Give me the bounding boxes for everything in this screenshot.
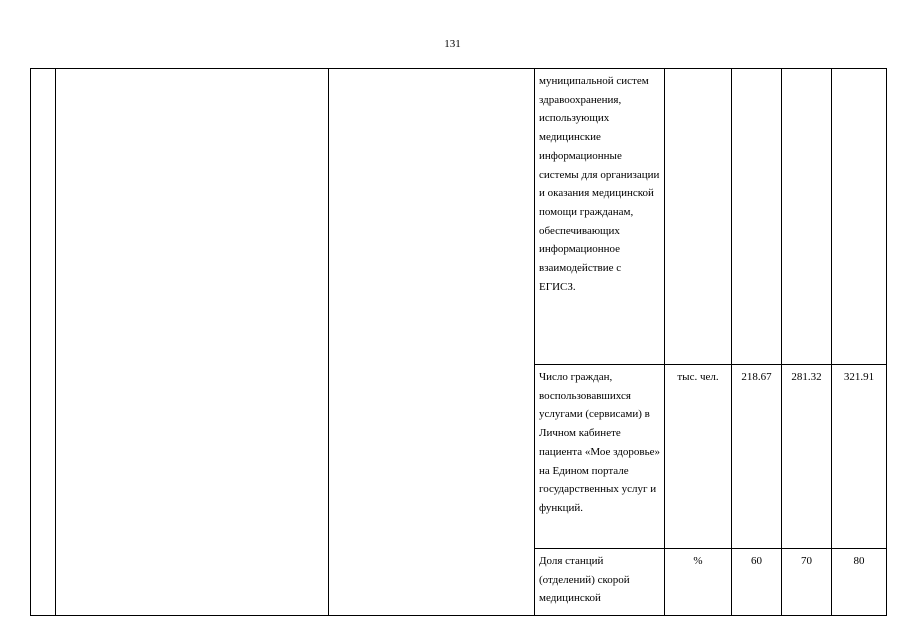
value-year-1: 218.67 — [732, 365, 782, 549]
page-number: 131 — [444, 38, 461, 50]
value-year-3 — [832, 69, 887, 365]
unit-cell: тыс. чел. — [665, 365, 732, 549]
value-year-3: 321.91 — [832, 365, 887, 549]
responsible-cell — [329, 69, 535, 616]
value-year-2: 70 — [782, 549, 832, 616]
activity-cell — [56, 69, 329, 616]
unit-cell — [665, 69, 732, 365]
value-year-3: 80 — [832, 549, 887, 616]
indicator-description: муниципальной систем здравоохранения, использующих медицинские информационные системы для организации и оказания медицинской помощи гражданам, обеспечивающих информационное взаимодействие с ЕГИСЗ. — [535, 69, 665, 365]
number-cell — [31, 69, 56, 616]
indicator-description: Число граждан, воспользовавшихся услугами (сервисами) в Личном кабинете пациента «Мое здоровье» на Едином портале государственных услуг и функций. — [535, 365, 665, 549]
value-year-1 — [732, 69, 782, 365]
table-row — [31, 69, 887, 365]
value-year-1: 60 — [732, 549, 782, 616]
indicator-table — [30, 68, 887, 616]
value-year-2: 281.32 — [782, 365, 832, 549]
unit-cell: % — [665, 549, 732, 616]
value-year-2 — [782, 69, 832, 365]
indicator-description: Доля станций (отделений) скорой медицинской — [535, 549, 665, 616]
